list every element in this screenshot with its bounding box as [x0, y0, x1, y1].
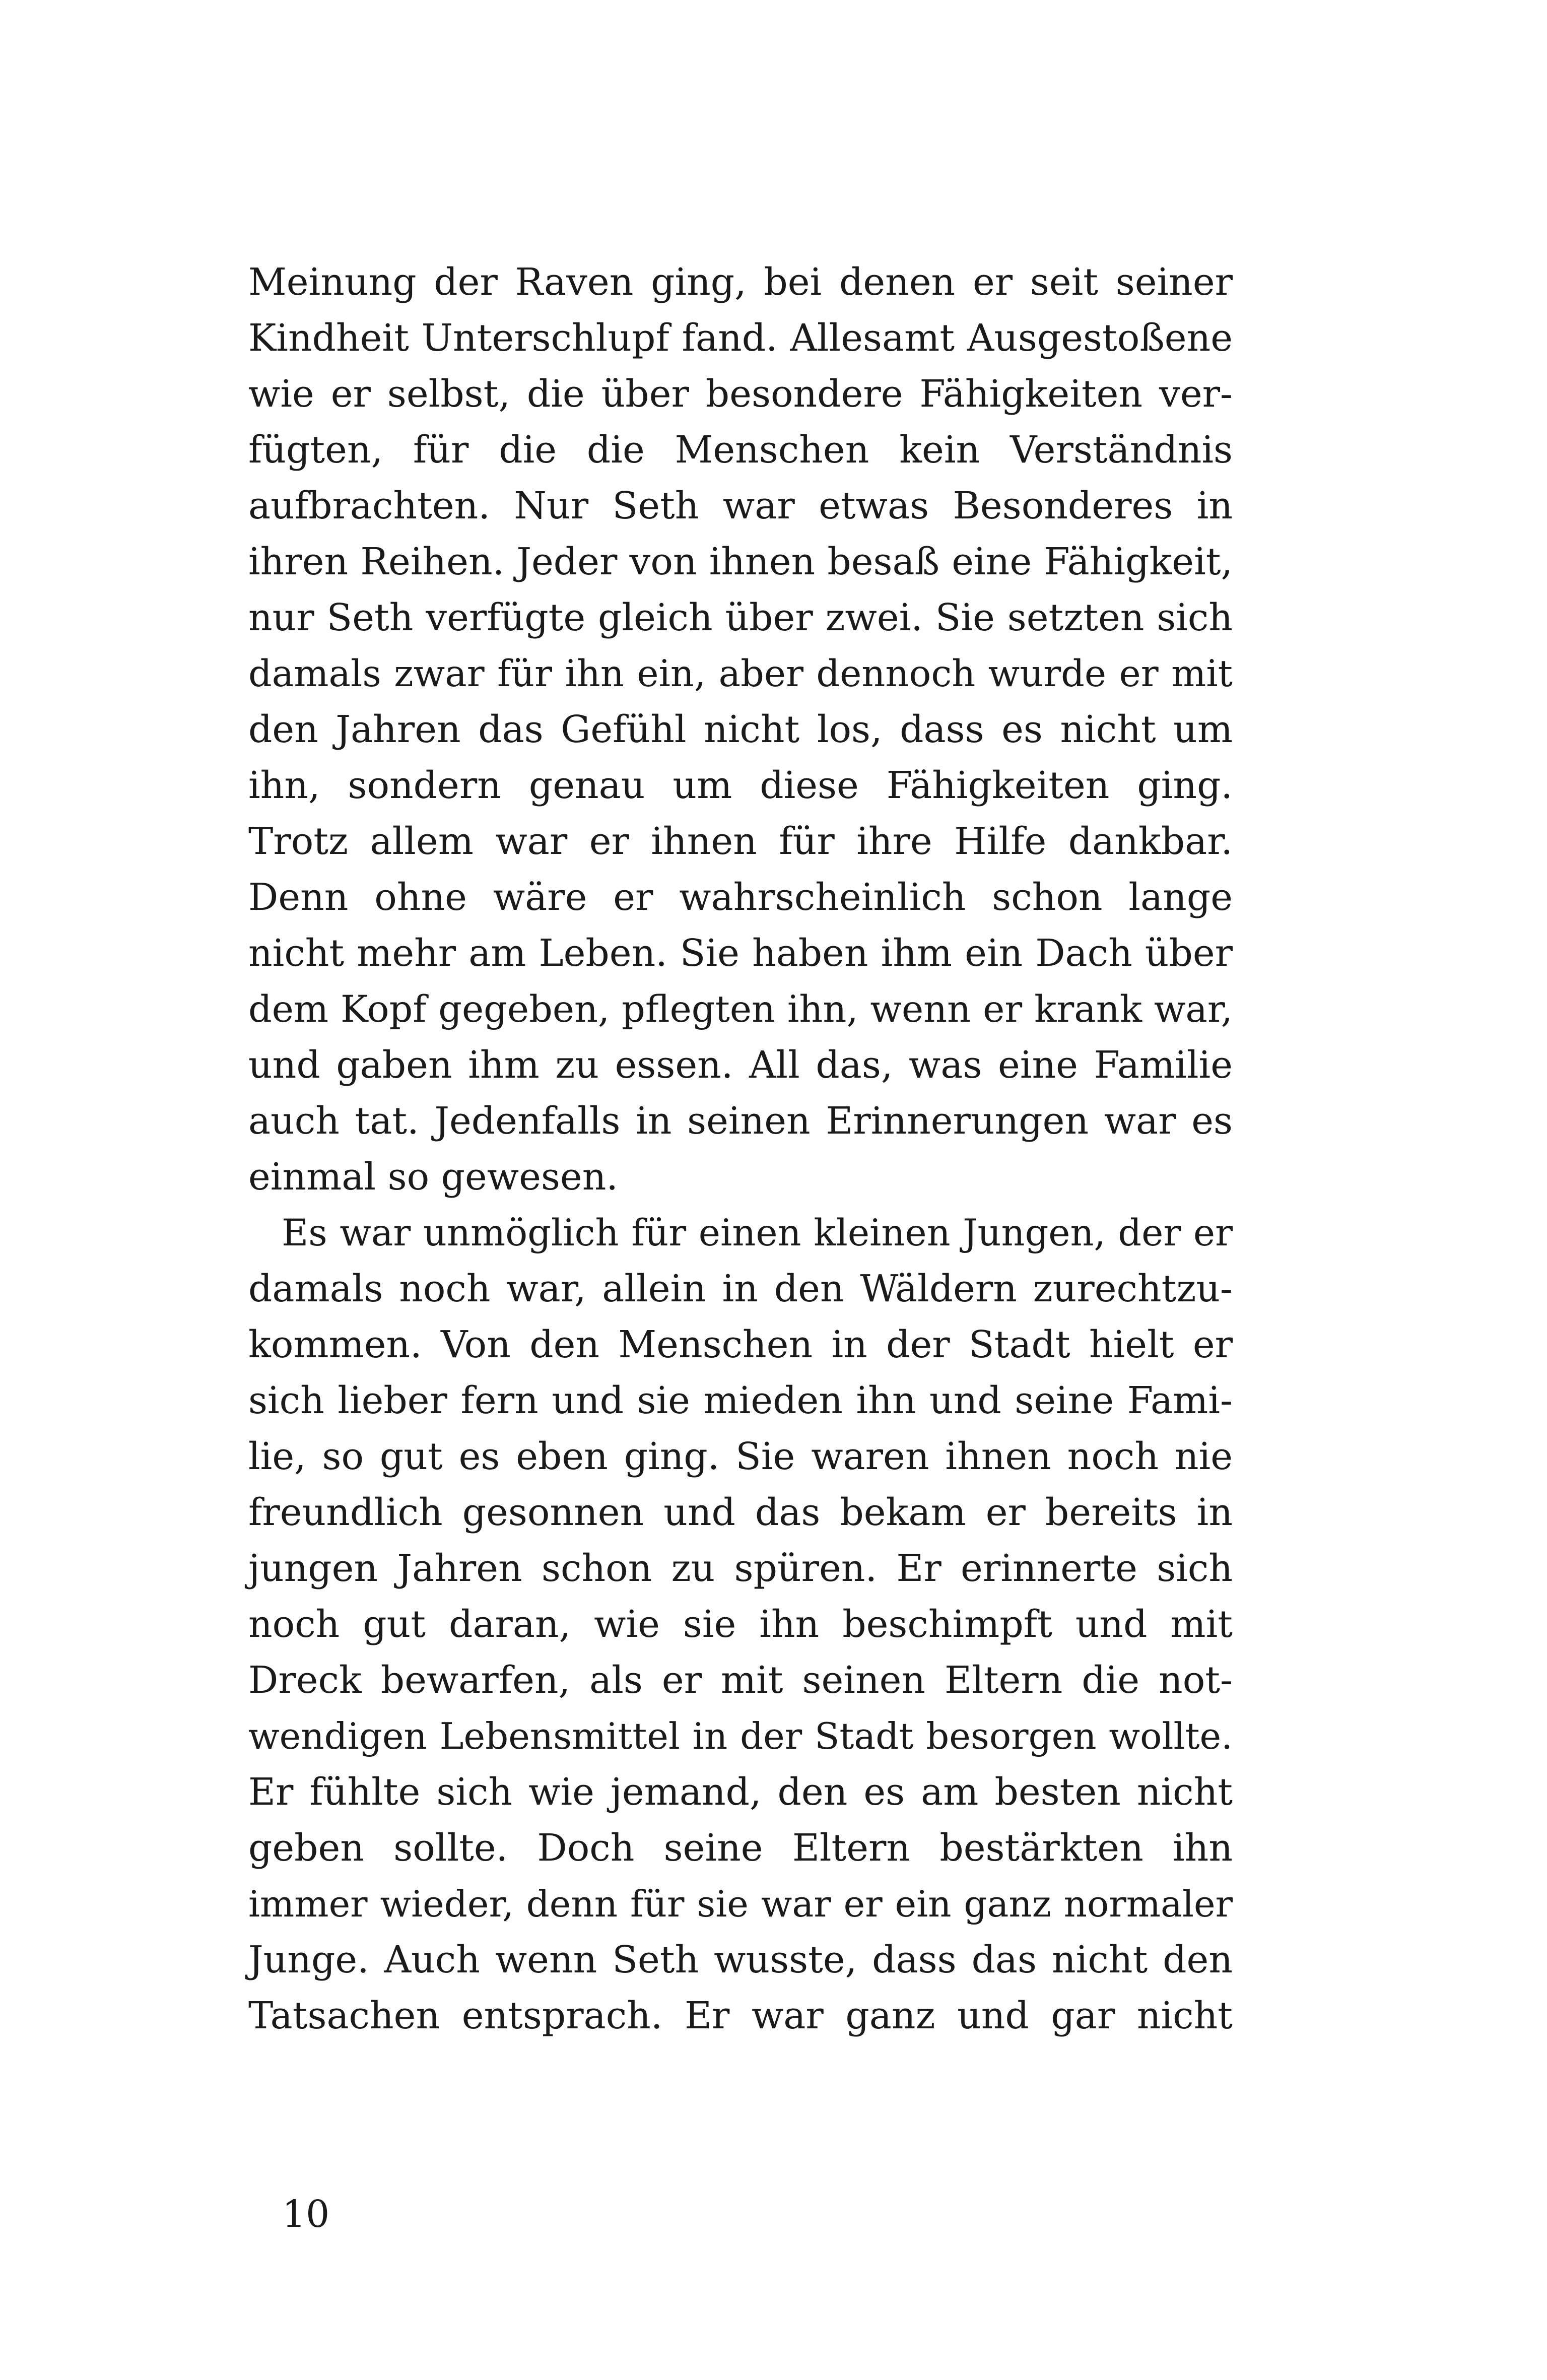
text-line: sich lieber fern und sie mieden ihn und seine Fami- [248, 1379, 1233, 1422]
text-line: auch tat. Jedenfalls in seinen Erinnerungen war es [248, 1099, 1233, 1143]
text-line: Dreck bewarfen, als er mit seinen Eltern die not- [248, 1659, 1233, 1702]
text-line: Denn ohne wäre er wahrscheinlich schon lange [248, 876, 1233, 919]
text-line: geben sollte. Doch seine Eltern bestärkten ihn [248, 1826, 1233, 1870]
text-line: noch gut daran, wie sie ihn beschimpft und mit [248, 1603, 1233, 1646]
text-line: kommen. Von den Menschen in der Stadt hielt er [248, 1323, 1233, 1366]
text-line: Junge. Auch wenn Seth wusste, dass das nicht den [248, 1938, 1233, 1981]
text-line: wendigen Lebensmittel in der Stadt besorgen wollte. [248, 1715, 1233, 1757]
text-line: einmal so gewesen. [248, 1155, 618, 1199]
text-line: nur Seth verfügte gleich über zwei. Sie setzten sich [248, 596, 1233, 639]
text-line: fügten, für die die Menschen kein Verständnis [248, 428, 1233, 472]
text-line: und gaben ihm zu essen. All das, was eine Familie [248, 1043, 1233, 1087]
text-line: Meinung der Raven ging, bei denen er seit seiner [248, 260, 1233, 304]
text-line: jungen Jahren schon zu spüren. Er erinnerte sich [248, 1547, 1233, 1590]
text-line: immer wieder, denn für sie war er ein ganz normaler [248, 1883, 1233, 1925]
paragraph [248, 1205, 1233, 2044]
text-line: Kindheit Unterschlupf fand. Allesamt Ausgestoßene [248, 316, 1233, 360]
text-line: ihren Reihen. Jeder von ihnen besaß eine Fähigkeit, [248, 540, 1233, 583]
text-line: nicht mehr am Leben. Sie haben ihm ein Dach über [248, 932, 1233, 975]
text-line: freundlich gesonnen und das bekam er bereits in [248, 1491, 1233, 1534]
page-number: 10 [282, 2193, 330, 2236]
text-line: Es war unmöglich für einen kleinen Jungen, der er [282, 1212, 1233, 1254]
text-line: ihn, sondern genau um diese Fähigkeiten ging. [248, 764, 1233, 807]
text-line: dem Kopf gegeben, pflegten ihn, wenn er krank war, [248, 988, 1233, 1031]
body-text [248, 254, 1233, 2044]
text-line: den Jahren das Gefühl nicht los, dass es nicht um [248, 708, 1233, 751]
text-line: damals noch war, allein in den Wäldern zurechtzu- [248, 1267, 1233, 1310]
paragraph [248, 254, 1233, 1205]
text-line: Tatsachen entsprach. Er war ganz und gar nicht [248, 1994, 1233, 2037]
text-line: Er fühlte sich wie jemand, den es am besten nicht [248, 1770, 1233, 1814]
text-line: lie, so gut es eben ging. Sie waren ihnen noch nie [248, 1435, 1233, 1478]
text-line: wie er selbst, die über besondere Fähigkeiten ver- [248, 372, 1233, 416]
text-line: aufbrachten. Nur Seth war etwas Besonderes in [248, 484, 1233, 527]
text-line: damals zwar für ihn ein, aber dennoch wurde er mit [248, 652, 1233, 695]
text-line: Trotz allem war er ihnen für ihre Hilfe dankbar. [248, 820, 1233, 863]
